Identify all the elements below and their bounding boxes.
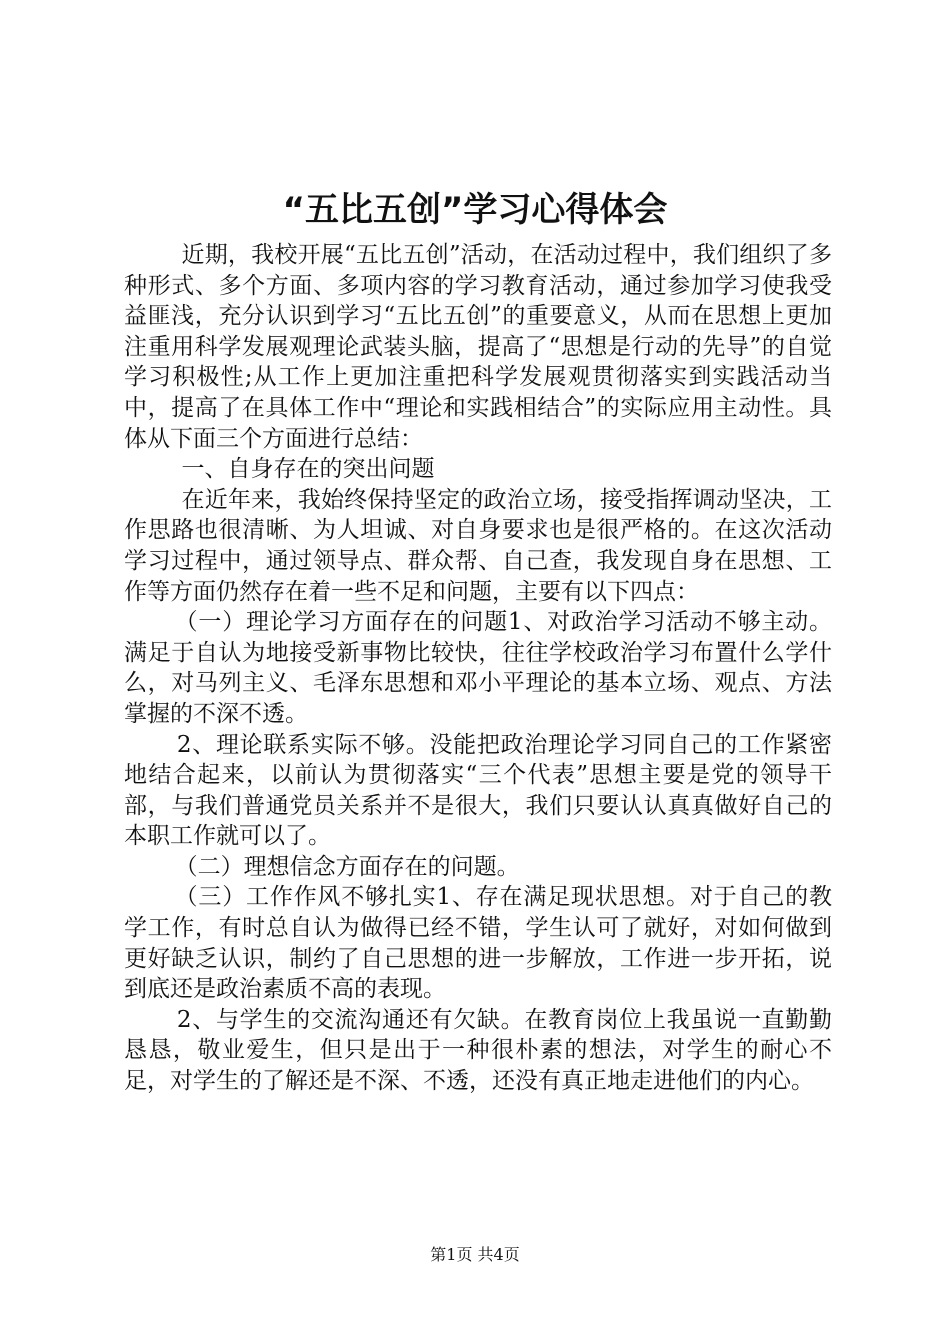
paragraph-theory-practice: 2、理论联系实际不够。没能把政治理论学习同自己的工作紧密地结合起来，以前认为贯彻落实“三个代表”思想主要是党的领导干部，与我们普通党员关系并不是很大，我们只要认认真真做好自己的本职工作就可以了。 [124, 731, 832, 850]
paragraph-work-style: （三）工作作风不够扎实1、存在满足现状思想。对于自己的教学工作，有时总自认为做得已经不错，学生认可了就好，对如何做到更好缺乏认识，制约了自己思想的进一步解放，工作进一步开拓，说到底还是政治素质不高的表现。 [124, 884, 832, 1003]
paragraph-self-assessment: 在近年来，我始终保持坚定的政治立场，接受指挥调动坚决，工作思路也很清晰、为人坦诚、对自身要求也是很严格的。在这次活动学习过程中，通过领导点、群众帮、自己查，我发现自身在思想、工作等方面仍然存在着一些不足和问题，主要有以下四点： [124, 486, 832, 605]
paragraph-theory-study: （一）理论学习方面存在的问题1、对政治学习活动不够主动。满足于自认为地接受新事物比较快，往往学校政治学习布置什么学什么，对马列主义、毛泽东思想和邓小平理论的基本立场、观点、方法掌握的不深不透。 [124, 609, 832, 727]
paragraph-intro: 近期，我校开展“五比五创”活动，在活动过程中，我们组织了多种形式、多个方面、多项内容的学习教育活动，通过参加学习使我受益匪浅，充分认识到学习“五比五创”的重要意义，从而在思想上更加注重用科学发展观理论武装头脑，提高了“思想是行动的先导”的自觉学习积极性;从工作上更加注重把科学发展观贯彻落实到实践活动当中，提高了在具体工作中“理论和实践相结合”的实际应用主动性。具体从下面三个方面进行总结： [124, 242, 832, 452]
paragraph-student-communication: 2、与学生的交流沟通还有欠缺。在教育岗位上我虽说一直勤勤恳恳，敬业爱生，但只是出于一种很朴素的想法，对学生的耐心不足，对学生的了解还是不深、不透，还没有真正地走进他们的内心。 [124, 1006, 832, 1095]
document-body [124, 240, 832, 1097]
section-heading-1: 一、自身存在的突出问题 [181, 456, 435, 483]
paragraph-ideals-belief: （二）理想信念方面存在的问题。 [174, 853, 520, 880]
document-title: “五比五创”学习心得体会 [282, 190, 668, 230]
page-indicator: 第1页 共4页 [430, 1245, 520, 1264]
